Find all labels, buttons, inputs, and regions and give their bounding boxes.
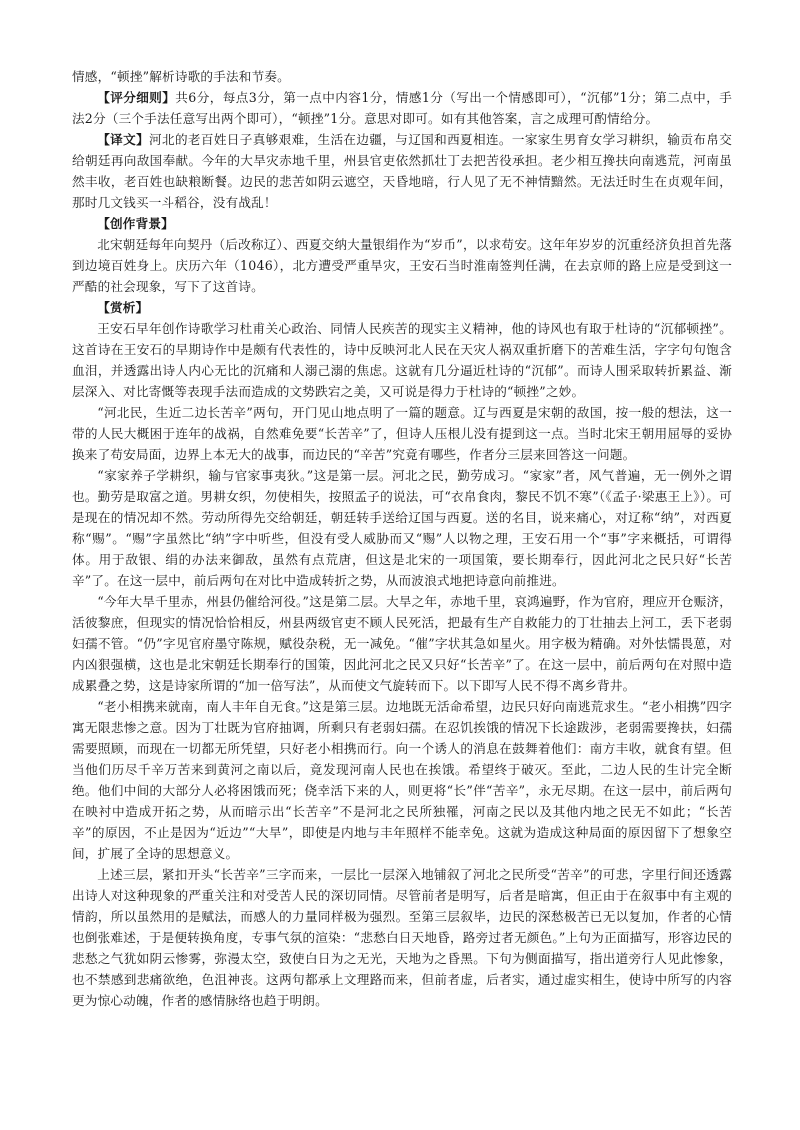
- paragraph-text: 河北的老百姓日子真够艰难，生活在边疆，与辽国和西夏相连。一家家生男育女学习耕织，输贡布帛交给朝廷再向敌国奉献。今年的大旱灾赤地千里，州县官吏依然抓壮丁去把苦役承担。老少相互搀扶向南逃荒，河南虽然丰收，老百姓也缺粮断餐。边民的悲苦如阴云遮空，天昏地暗，行人见了无不神情黯然。无法迁时生在贞观年间，那时几文钱买一斗稻谷，没有战乱！: [72, 132, 732, 210]
- scoring-details-paragraph: [72, 87, 732, 129]
- paragraph-text: 上述三层，紧扣开头“长苦辛”三字而来，一层比一层深入地铺叙了河北之民所受“苦辛”的可悲，字里行间还透露出诗人对这种现象的严重关注和对受苦人民的深切同情。尽管前者是明写，后者是暗寓，但正由于在叙事中有主观的情韵，所以虽然用的是赋法，而感人的力量同样极为强烈。至第三层叙毕，边民的深愁极苦已无以复加，作者的心情也倒张难述，于是便转换角度，专事气氛的渲染：“悲愁白日天地昏，路旁过者无颜色。”上句为正面描写，形容边民的悲愁之气犹如阴云惨雾，弥漫太空，致使白日为之无光，天地为之昏黑。下句为侧面描写，指出道旁行人见此惨象，也不禁感到悲痛欲绝，色沮神丧。这两句都承上文理路而来，但前者虚，后者实，通过虚实相生，使诗中所写的内容更为惊心动魄，作者的感情脉络也趋于明朗。: [72, 867, 732, 1008]
- paragraph-text: “家家养子学耕织，输与官家事夷狄。”这是第一层。河北之民，勤劳成习。“家家”者，风气普遍，无一例外之谓也。勤劳是取富之道。男耕女织，勿使相失，按照孟子的说法，可“衣帛食肉，黎民不饥不寒”（《孟子·梁惠王上》）。可是现在的情况却不然。劳动所得先交给朝廷，朝廷转手送给辽国与西夏。送的名目，说来痛心，对辽称“纳”，对西夏称“赐”。“赐”字虽然比“纳”字中听些，但没有受人威胁而又“赐”人以物之理，王安石用一个“事”字来概括，可谓得体。用于敌银、绢的办法来御敌，虽然有点荒唐，但这是北宋的一项国策，要长期奉行，因此河北之民只好“长苦辛”了。在这一层中，前后两句在对比中造成转折之势，从而波浪式地把诗意向前推进。: [72, 468, 732, 588]
- appreciation-paragraph-1: [72, 318, 732, 402]
- paragraph-text: “河北民，生近二边长苦辛”两句，开门见山地点明了一篇的题意。辽与西夏是宋朝的敌国，按一般的想法，这一带的人民大概困于连年的战祸，自然难免要“长苦辛”了，但诗人压根儿没有提到这一点。当时北宋王朝用屈辱的妥协换来了苟安局面，边界上本无大的战事，而边民的“辛苦”究竟有哪些，作者分三层来回答这一问题。: [72, 405, 732, 462]
- appreciation-paragraph-6: [72, 864, 732, 1011]
- paragraph-text: 情感，“顿挫”解析诗歌的手法和节奏。: [72, 69, 290, 84]
- background-paragraph: [72, 234, 732, 297]
- section-heading: 【评分细则】: [97, 90, 176, 105]
- intro-continuation: [72, 66, 732, 87]
- paragraph-text: 共6分，每点3分，第一点中内容1分，情感1分（写出一个情感即可），“沉郁”1分；第二点中，手法2分（三个手法任意写出两个即可），“顿挫”1分。意思对即可。如有其他答案，言之成理可酌情给分。: [72, 90, 732, 126]
- appreciation-heading: [72, 297, 732, 318]
- appreciation-paragraph-5: [72, 696, 732, 864]
- translation-paragraph: [72, 129, 732, 213]
- paragraph-text: “老小相携来就南，南人丰年自无食。”这是第三层。边地既无活命希望，边民只好向南逃荒求生。“老小相携”四字寓无限悲惨之意。因为丁壮既为官府抽调，所剩只有老弱妇孺。在忍饥挨饿的情况下长途跋涉，老弱需要搀扶，妇孺需要照顾，而现在一切都无所凭望，只好老小相携而行。向一个诱人的消息在鼓舞着他们：南方丰收，就食有望。但当他们历尽千辛万苦来到黄河之南以后，竟发现河南人民也在挨饿。希望终于破灭。至此，二边人民的生计完全断绝。他们中间的大部分人必将困饿而死；侥幸活下来的人，则更将“长”伴“苦辛”，永无尽期。在这一层中，前后两句在映衬中造成开拓之势，从而暗示出“长苦辛”不是河北之民所独罹，河南之民以及其他内地之民无不如此；“长苦辛”的原因，不止是因为“近边”“大旱”，即使是内地与丰年照样不能幸免。这就为造成这种局面的原因留下了想象空间，扩展了全诗的思想意义。: [72, 699, 732, 861]
- section-heading: 【赏析】: [97, 300, 149, 315]
- section-heading: 【创作背景】: [97, 216, 174, 231]
- background-heading: [72, 213, 732, 234]
- paragraph-text: 王安石早年创作诗歌学习杜甫关心政治、同情人民疾苦的现实主义精神，他的诗风也有取于杜诗的“沉郁顿挫”。这首诗在王安石的早期诗作中是颇有代表性的，诗中反映河北人民在天灾人祸双重折磨下的苦难生活，字字句句饱含血泪，并透露出诗人内心无比的沉痛和人溺己溺的焦虑。这就有几分逼近杜诗的“沉郁”。而诗人围采取转折累益、渐层深入、对比寄慨等表现手法而造成的文势跌宕之美，又可说是得力于杜诗的“顿挫”之妙。: [72, 321, 732, 399]
- paragraph-text: 北宋朝廷每年向契丹（后改称辽）、西夏交纳大量银绢作为“岁币”，以求苟安。这年年岁岁的沉重经济负担首先落到边境百姓身上。庆历六年（1046），北方遭受严重旱灾，王安石当时淮南签判任满，在去京师的路上应是受到这一严酷的社会现象，写下了这首诗。: [72, 237, 732, 294]
- section-heading: 【译文】: [97, 132, 150, 147]
- appreciation-paragraph-4: [72, 591, 732, 696]
- paragraph-text: “今年大旱千里赤，州县仍催给河役。”这是第二层。大旱之年，赤地千里，哀鸿遍野，作为官府，理应开仓赈济，活彼黎庶，但现实的情况恰恰相反，州县两级官吏不顾人民死活，把最有生产自救能力的丁壮抽去上河工，丢下老弱妇孺不管。“仍”字见官府墨守陈规，赋役杂税，无一减免。“催”字状其急如星火。用字极为精确。对外怯懦畏葸，对内凶狠强横，这也是北宋朝廷长期奉行的国策，因此河北之民又只好“长苦辛”了。在这一层中，前后两句在对照中造成累叠之势，这是诗家所谓的“加一倍写法”，从而使文气旋转而下。以下即写人民不得不离乡背井。: [72, 594, 732, 693]
- appreciation-paragraph-3: [72, 465, 732, 591]
- document-page: [72, 66, 732, 1011]
- appreciation-paragraph-2: [72, 402, 732, 465]
